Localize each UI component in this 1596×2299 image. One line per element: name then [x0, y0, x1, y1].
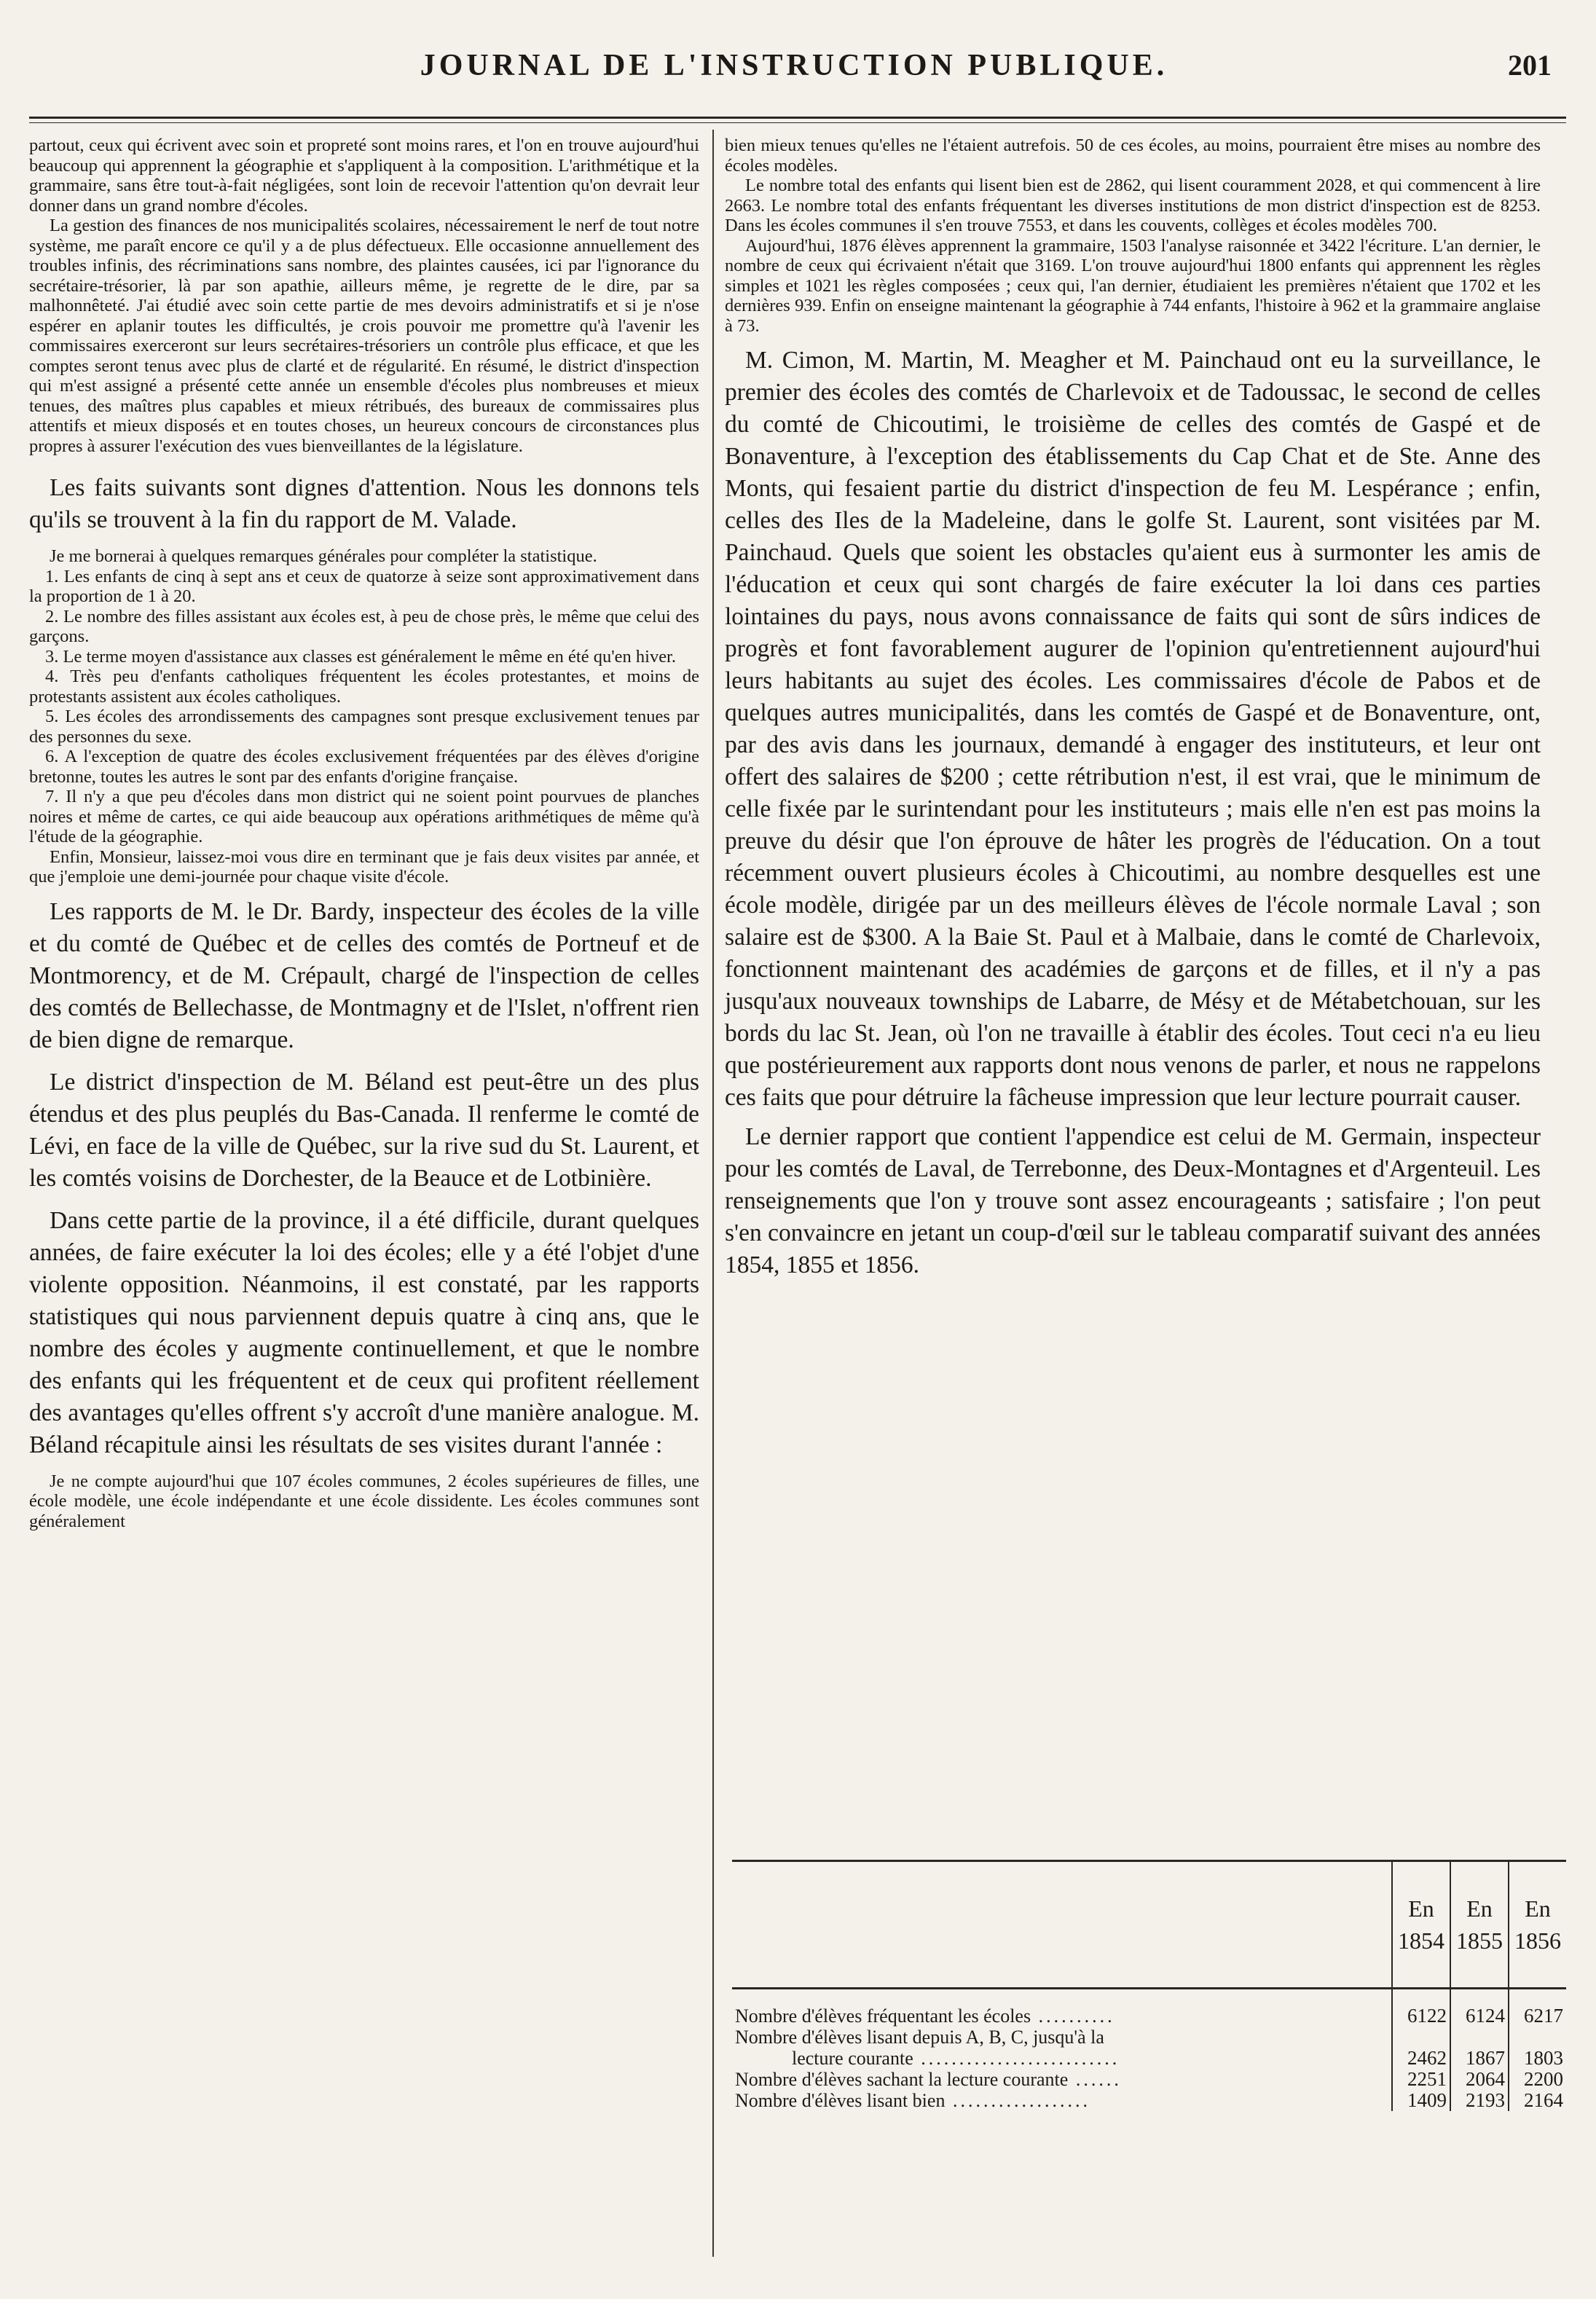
right-paragraph-2: Le nombre total des enfants qui lisent bien est de 2862, qui lisent couramment 2028, et qui commencent à lire 2663. Le nombre total des enfants fréquentant les diverses institutions de mon district d'inspection est de 8253. Dans les écoles communes il s'en trouve 7553, et dans les couvents, collèges et écoles modèles 700. [725, 176, 1541, 235]
list-item: 1. Les enfants de cinq à sept ans et ceux de quatorze à seize sont approximativement dans la proportion de 1 à 20. [29, 566, 699, 606]
table-cell: 2251 [1392, 2069, 1450, 2090]
left-paragraph-6: Les rapports de M. le Dr. Bardy, inspecteur des écoles de la ville et du comté de Québec et de celles des comtés de Portneuf et de Montmorency, et de M. Crépault, chargé de l'inspection de celles des comtés de Bellechasse, de Montmagny et de l'Islet, n'offrent rien de bien digne de remarque. [29, 897, 699, 1053]
right-paragraph-3: Aujourd'hui, 1876 élèves apprennent la grammaire, 1503 l'analyse raisonnée et 3422 l'écriture. L'an dernier, le nombre de ceux qui écrivaient n'était que 3169. L'on trouve aujourd'hui 1800 enfants qui apprennent les règles simples et 1021 les règles composées ; ceux qui, l'an dernier, étudiaient les premières n'étaient que 1702 et les dernières 939. Enfin on enseigne maintenant la géographie à 744 enfants, l'histoire à 962 et la grammaire anglaise à 73. [725, 235, 1541, 336]
list-item: 7. Il n'y a que peu d'écoles dans mon district qui ne soient point pourvues de planches noires et même de cartes, ce qui aide beaucoup aux opérations arithmétiques de même qu'à l'étude de la géographie. [29, 787, 699, 846]
table-cell: 2193 [1450, 2090, 1509, 2111]
left-paragraph-8: Dans cette partie de la province, il a été difficile, durant quelques années, de faire exécuter la loi des écoles; elle y a été l'objet d'une violente opposition. Néanmoins, il est constaté, par les rapports statistiques qui nous parviennent depuis quatre à cinq ans, que le nombre des écoles y augmente continuellement, et que le nombre des enfants qui les fréquentent et de ceux qui profitent réellement des avantages qu'elles offrent s'y accroît d'une manière analogue. M. Béland récapitule ainsi les résultats de ses visites durant l'année : [29, 1206, 699, 1458]
table-cell: 1803 [1509, 2027, 1566, 2069]
right-paragraph-4: M. Cimon, M. Martin, M. Meagher et M. Painchaud ont eu la surveillance, le premier des écoles des comtés de Charlevoix et de Tadoussac, le second de celles du comté de Chicoutimi, le troisième de celles des comtés de Gaspé et de Bonaventure, à l'exception des établissements du Cap Chat et de Ste. Anne des Monts, qui fesaient partie du district d'inspection de feu M. Lespérance ; enfin, celles des Iles de la Madeleine, dans le golfe St. Laurent, sont visitées par M. Painchaud. Quels que soient les obstacles qu'aient eus à surmonter les amis de l'éducation et ceux qui sont chargés de faire exécuter la loi dans ces parties lointaines du pays, nous avons connaissance de faits qui sont de sûrs indices de progrès et font favorablement augurer de l'opinion qu'entretiennent aujourd'hui leurs habitants au sujet des écoles. Les commissaires d'école de Pabos et de quelques autres municipalités, dans les comtés de Gaspé et de Bonaventure, ont, par des avis dans les journaux, demandé à engager des instituteurs, et leur ont offert des salaires de $200 ; cette rétribution n'est, il est vrai, que le minimum de celle fixée par le surintendant pour les instituteurs ; mais elle n'en est pas moins la preuve du désir que l'on éprouve de hâter les progrès de l'éducation. On a tout récemment ouvert plusieurs écoles à Chicoutimi, au nombre desquelles est une école modèle, dirigée par un des meilleurs élèves de l'école normale Laval ; son salaire est de $300. A la Baie St. Paul et à Malbaie, dans le comté de Charlevoix, fonctionnent maintenant des académies de garçons et de filles, et il n'y a pas jusqu'aux nouveaux townships de Labarre, de Mésy et de Métabetchouan, sur les bords du lac St. Jean, où l'on ne travaille à établir des écoles. Tout ceci n'a eu lieu que postérieurement aux rapports dont nous venons de parler, et nous ne rappelons ces faits que pour détruire la fâcheuse impression que leur lecture pourrait causer. [725, 347, 1541, 1111]
table-cell: 2462 [1392, 2027, 1450, 2069]
left-paragraph-4: Je me bornerai à quelques remarques générales pour compléter la statistique. [50, 546, 597, 566]
header-rule [29, 117, 1566, 119]
table-cell: 2200 [1509, 2069, 1566, 2090]
left-paragraph-1: partout, ceux qui écrivent avec soin et propreté sont moins rares, et l'on en trouve aujourd'hui beaucoup qui apprennent la géographie et s'appliquent à la composition. L'arithmétique et la grammaire, sans être tout-à-fait négligées, sont loin de recevoir l'attention qu'on devrait leur donner dans un grand nombre d'écoles. [29, 135, 699, 216]
running-title: JOURNAL DE L'INSTRUCTION PUBLIQUE. [420, 49, 1168, 82]
list-item: 5. Les écoles des arrondissements des campagnes sont presque exclusivement tenues par des personnes du sexe. [29, 707, 699, 747]
header-rule-thin [29, 122, 1566, 123]
left-paragraph-7: Le district d'inspection de M. Béland est peut-être un des plus étendus et des plus peuplés du Bas-Canada. Il renferme le comté de Lévi, en face de la ville de Québec, sur la rive sud du St. Laurent, et les comtés voisins de Dorchester, de la Beauce et de Lotbinière. [29, 1068, 699, 1192]
table-row [732, 2069, 1566, 2090]
list-item: 4. Très peu d'enfants catholiques fréquentent les écoles protestantes, et moins de protestants assistent aux écoles catholiques. [29, 667, 699, 707]
right-paragraph-5: Le dernier rapport que contient l'appendice est celui de M. Germain, inspecteur pour les comtés de Laval, de Terrebonne, des Deux-Montagnes et d'Argenteuil. Les renseignements que l'on y trouve sont assez encourageants ; satisfaire ; l'on peut s'en convaincre en jetant un coup-d'œil sur le tableau comparatif suivant des années 1854, 1855 et 1856. [725, 1123, 1541, 1278]
table-cell: 1409 [1392, 2090, 1450, 2111]
table-header-1855: En 1855 [1450, 1861, 1509, 1989]
page-number: 201 [1508, 49, 1552, 82]
table-cell: 1867 [1450, 2027, 1509, 2069]
column-divider [712, 130, 714, 2257]
list-item: 6. A l'exception de quatre des écoles exclusivement fréquentées par des élèves d'origine bretonne, toutes les autres le sont par des enfants d'origine française. [29, 747, 699, 787]
table-row-label: Nombre d'élèves lisant bien .................. [735, 2090, 1090, 2111]
table-row-label: Nombre d'élèves lisant depuis A, B, C, jusqu'à la lecture courante .......................... [735, 2027, 1120, 2069]
right-paragraph-1: bien mieux tenues qu'elles ne l'étaient autrefois. 50 de ces écoles, au moins, pourraient être mises au nombre des écoles modèles. [725, 135, 1541, 176]
table-header-1856: En 1856 [1509, 1861, 1566, 1989]
left-column [29, 135, 699, 1531]
table-row [732, 1989, 1566, 2027]
list-item: 3. Le terme moyen d'assistance aux classes est généralement le même en été qu'en hiver. [45, 646, 676, 667]
table-header-1854: En 1854 [1392, 1861, 1450, 1989]
comparative-table [732, 1860, 1566, 2137]
table-row-label: Nombre d'élèves fréquentant les écoles .......... [735, 2005, 1115, 2027]
table-row-label: Nombre d'élèves sachant la lecture courante ...... [735, 2069, 1122, 2090]
table-header-blank [732, 1861, 1392, 1989]
table-row [732, 2027, 1566, 2069]
table-header-row [732, 1861, 1566, 1989]
left-paragraph-5: Enfin, Monsieur, laissez-moi vous dire en terminant que je fais deux visites par année, et que j'emploie une demi-journée pour chaque visite d'école. [29, 846, 699, 887]
list-item: 2. Le nombre des filles assistant aux écoles est, à peu de chose près, le même que celui des garçons. [29, 606, 699, 646]
left-paragraph-9: Je ne compte aujourd'hui que 107 écoles communes, 2 écoles supérieures de filles, une école modèle, une école indépendante et une école dissidente. Les écoles communes sont généralement [29, 1471, 699, 1531]
remarks-list [29, 567, 699, 847]
table-cell: 2164 [1509, 2090, 1566, 2111]
table-row [732, 2090, 1566, 2111]
table-cell: 6122 [1392, 1989, 1450, 2027]
left-paragraph-3: Les faits suivants sont dignes d'attention. Nous les donnons tels qu'ils se trouvent à la fin du rapport de M. Valade. [29, 474, 699, 533]
table-cell: 6124 [1450, 1989, 1509, 2027]
statistics-table [732, 1860, 1566, 2111]
left-paragraph-2: La gestion des finances de nos municipalités scolaires, nécessairement le nerf de tout notre système, me paraît encore ce qu'il y a de plus défectueux. Elle occasionne annuellement des troubles infinis, des récriminations sans nombre, des plaintes causées, ici par l'ignorance du secrétaire-trésorier, là par son apathie, ailleurs même, je regrette de le dire, par sa malhonnêteté. J'ai étudié avec soin cette partie de mes devoirs administratifs et si je n'ose espérer en aplanir toutes les difficultés, je crois pouvoir me promettre qu'à l'avenir les commissaires exerceront sur leurs secrétaires-trésoriers un contrôle plus efficace, et que les comptes seront tenus avec plus de clarté et de régularité. En résumé, le district d'inspection qui m'est assigné a présenté cette année un ensemble d'écoles plus nombreuses et mieux tenues, des maîtres plus capables et mieux rétribués, des bureaux de commissaires plus attentifs et mieux disposés et en toutes choses, un heureux concours de circonstances plus propres à assurer l'exécution des vues bienveillantes de la législature. [29, 216, 699, 456]
page-header [29, 48, 1559, 92]
table-cell: 6217 [1509, 1989, 1566, 2027]
right-column [725, 135, 1541, 1281]
table-cell: 2064 [1450, 2069, 1509, 2090]
